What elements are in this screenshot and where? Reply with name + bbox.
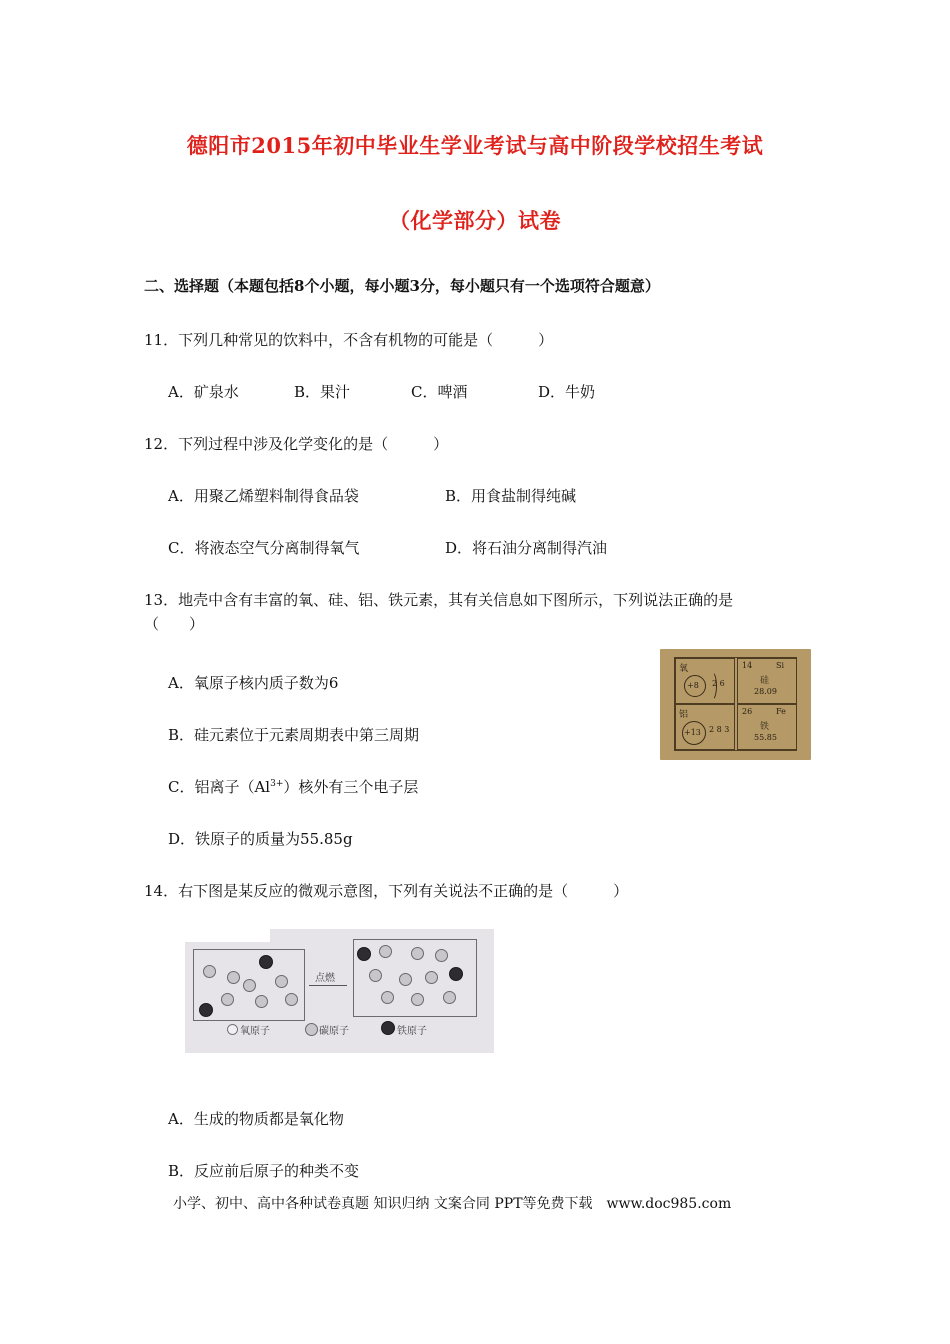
legend-carbon-icon	[305, 1023, 318, 1036]
oxygen-atom	[443, 991, 456, 1004]
oxygen-atom	[411, 947, 424, 960]
q12-option-c: C．将液态空气分离制得氧气	[168, 539, 360, 557]
reaction-diagram	[185, 929, 494, 1053]
exam-subtitle: （化学部分）试卷	[389, 208, 561, 233]
q13-option-c-head: C．铝离子（Al	[168, 778, 271, 796]
silicon-symbol: Si	[776, 661, 785, 670]
q11-option-c: C．啤酒	[411, 383, 468, 401]
q11-option-a: A．矿泉水	[168, 383, 239, 401]
aluminum-shells: 2 8 3	[709, 725, 730, 734]
legend-iron-icon	[381, 1021, 395, 1035]
oxygen-atom	[275, 975, 288, 988]
oxygen-cell	[675, 658, 735, 704]
section-header: 二、选择题（本题包括8个小题，每小题3分，每小题只有一个选项符合题意）	[144, 277, 660, 295]
oxygen-nucleus: +8	[687, 681, 699, 690]
oxygen-atom	[381, 991, 394, 1004]
oxygen-atom	[369, 969, 382, 982]
oxygen-atom	[435, 949, 448, 962]
q12-option-a: A．用聚乙烯塑料制得食品袋	[168, 487, 359, 505]
q13-option-c-tail: ）核外有三个电子层	[283, 778, 419, 796]
q13-option-b: B．硅元素位于元素周期表中第三周期	[168, 726, 420, 744]
silicon-cell	[737, 658, 797, 704]
footer-ad: 小学、初中、高中各种试卷真题 知识归纳 文案合同 PPT等免费下载 www.doc985.com	[173, 1196, 732, 1212]
q14-option-a: A．生成的物质都是氧化物	[168, 1110, 344, 1128]
silicon-name: 硅	[760, 676, 770, 686]
q14-option-b: B．反应前后原子的种类不变	[168, 1162, 360, 1180]
q11-option-d: D．牛奶	[538, 383, 596, 401]
q12-option-b: B．用食盐制得纯碱	[445, 487, 577, 505]
oxygen-atom	[255, 995, 268, 1008]
iron-name: 铁	[760, 722, 770, 732]
silicon-mass: 28.09	[754, 687, 777, 696]
oxygen-atom	[399, 973, 412, 986]
oxygen-atom	[221, 993, 234, 1006]
oxygen-atom	[379, 945, 392, 958]
question-13-stem: 13．地壳中含有丰富的氧、硅、铝、铁元素，其有关信息如下图所示，下列说法正确的是	[144, 591, 734, 609]
iron-atom	[449, 967, 463, 981]
iron-symbol: Fe	[776, 707, 786, 716]
iron-mass: 55.85	[754, 733, 777, 742]
legend-oxygen: 氧原子	[240, 1026, 270, 1037]
question-11-stem: 11．下列几种常见的饮料中，不含有机物的可能是（ ）	[144, 331, 554, 349]
aluminum-nucleus: +13	[684, 728, 701, 737]
element-grid	[674, 657, 797, 751]
photo-edge	[185, 929, 270, 942]
oxygen-atom	[425, 971, 438, 984]
iron-atom	[259, 955, 273, 969]
q13-option-c	[168, 776, 418, 797]
q13-option-a: A．氧原子核内质子数为6	[168, 674, 339, 692]
oxygen-atom	[243, 979, 256, 992]
iron-atom	[199, 1003, 213, 1017]
oxygen-atom	[203, 965, 216, 978]
question-14-stem: 14．右下图是某反应的微观示意图，下列有关说法不正确的是（ ）	[144, 882, 629, 900]
oxygen-atom	[227, 971, 240, 984]
reaction-arrow	[309, 985, 347, 986]
oxygen-atom	[411, 993, 424, 1006]
aluminum-cell	[675, 704, 735, 750]
oxygen-atom	[285, 993, 298, 1006]
reaction-condition: 点燃	[315, 973, 335, 984]
oxygen-shells: 2 6	[712, 679, 725, 688]
element-info-figure	[660, 649, 811, 760]
question-12-stem: 12．下列过程中涉及化学变化的是（ ）	[144, 435, 449, 453]
q11-option-b: B．果汁	[294, 383, 351, 401]
legend-iron: 铁原子	[397, 1026, 427, 1037]
question-13-stem-cont: （ ）	[144, 615, 205, 633]
exam-title: 德阳市2015年初中毕业生学业考试与高中阶段学校招生考试	[186, 133, 764, 158]
q12-option-d: D．将石油分离制得汽油	[445, 539, 608, 557]
q13-option-d: D．铁原子的质量为55.85g	[168, 830, 353, 848]
iron-atom	[357, 947, 371, 961]
iron-number: 26	[742, 707, 753, 716]
aluminum-label: 铝	[679, 710, 689, 720]
q13-option-c-charge: 3+	[270, 779, 284, 789]
legend-carbon: 碳原子	[319, 1026, 349, 1037]
oxygen-label: 氧	[679, 664, 689, 674]
silicon-number: 14	[742, 661, 753, 670]
legend-oxygen-icon	[227, 1024, 238, 1035]
iron-cell	[737, 704, 797, 750]
